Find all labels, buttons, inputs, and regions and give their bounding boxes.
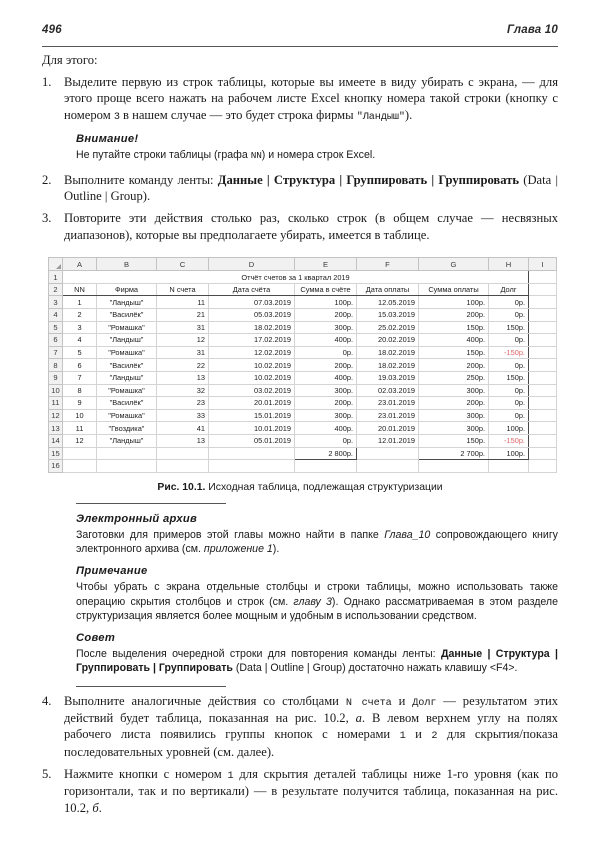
figure-10-1 bbox=[42, 257, 558, 493]
step-item-number: 4. bbox=[42, 693, 52, 708]
sheet-cell-I15[interactable] bbox=[529, 447, 557, 460]
callout-archive bbox=[42, 513, 558, 557]
page-number: 496 bbox=[42, 24, 62, 36]
row-header-10[interactable]: 10 bbox=[49, 384, 63, 397]
step-item-number: 3. bbox=[42, 211, 52, 226]
step-1-run-3: б bbox=[92, 800, 99, 815]
step-0-run-1: N счета bbox=[345, 697, 392, 709]
row-header-6[interactable]: 6 bbox=[49, 334, 63, 347]
column-header-C[interactable]: C bbox=[157, 258, 209, 271]
sheet-cell-I[interactable] bbox=[529, 321, 557, 334]
sheet-cell-empty[interactable] bbox=[97, 460, 157, 473]
sheet-cell-empty[interactable] bbox=[419, 460, 489, 473]
step-item bbox=[42, 210, 558, 243]
sheet-cell-paydate[interactable]: 18.02.2019 bbox=[357, 359, 419, 372]
sheet-cell-date[interactable]: 03.02.2019 bbox=[209, 384, 295, 397]
callout-warning bbox=[42, 133, 558, 163]
row-header-14[interactable]: 14 bbox=[49, 434, 63, 447]
row-header-13[interactable]: 13 bbox=[49, 422, 63, 435]
sheet-cell-C15[interactable] bbox=[157, 447, 209, 460]
sheet-cell-I[interactable] bbox=[529, 422, 557, 435]
sheet-cell-nn[interactable]: 10 bbox=[63, 409, 97, 422]
page-running-head bbox=[42, 24, 558, 47]
sheet-header-8[interactable]: Долг bbox=[489, 283, 529, 296]
sheet-cell-debt[interactable]: -150р. bbox=[489, 434, 529, 447]
sheet-row bbox=[49, 308, 557, 321]
figure-caption-text: Исходная таблица, подлежащая структуризации bbox=[205, 481, 443, 493]
sheet-cell-debt[interactable]: 0р. bbox=[489, 397, 529, 410]
sheet-cell-I[interactable] bbox=[529, 384, 557, 397]
column-header-F[interactable]: F bbox=[357, 258, 419, 271]
sheet-cell-firm[interactable]: "Ландыш" bbox=[97, 434, 157, 447]
sheet-cell-firm[interactable]: "Ландыш" bbox=[97, 371, 157, 384]
step-item-text bbox=[64, 75, 558, 122]
sheet-cell-date[interactable]: 12.02.2019 bbox=[209, 346, 295, 359]
step-0-run-0: Выделите первую из строк таблицы, которые вы имеете в виду убирать с экрана, — для этого проще всего нажать на рабочем листе Excel кнопку номера такой строки (кнопку с номером bbox=[64, 75, 558, 122]
callout-divider-bottom bbox=[76, 686, 226, 687]
sheet-cell-paydate[interactable]: 18.02.2019 bbox=[357, 346, 419, 359]
sheet-row bbox=[49, 283, 557, 296]
sheet-cell-empty[interactable] bbox=[295, 460, 357, 473]
sheet-row bbox=[49, 321, 557, 334]
step-item-text bbox=[64, 211, 558, 241]
sheet-row bbox=[49, 334, 557, 347]
sheet-row bbox=[49, 409, 557, 422]
sheet-cell-paydate[interactable]: 20.02.2019 bbox=[357, 334, 419, 347]
sheet-cell-empty[interactable] bbox=[209, 460, 295, 473]
step-item bbox=[42, 74, 558, 124]
sheet-cell-date[interactable]: 07.03.2019 bbox=[209, 296, 295, 309]
sheet-cell-firm[interactable]: "Василёк" bbox=[97, 359, 157, 372]
row-header-11[interactable]: 11 bbox=[49, 397, 63, 410]
sheet-cell-date[interactable]: 18.02.2019 bbox=[209, 321, 295, 334]
archive-run-1: Глава_10 bbox=[384, 528, 431, 541]
sheet-cell-acct[interactable]: 12 bbox=[157, 334, 209, 347]
column-header-H[interactable]: H bbox=[489, 258, 529, 271]
row-header-1[interactable]: 1 bbox=[49, 271, 63, 284]
sheet-cell-I[interactable] bbox=[529, 409, 557, 422]
sheet-cell-debt[interactable]: 0р. bbox=[489, 296, 529, 309]
sheet-cell-A15[interactable] bbox=[63, 447, 97, 460]
sheet-cell-acct[interactable]: 33 bbox=[157, 409, 209, 422]
sheet-row bbox=[49, 460, 557, 473]
sheet-cell-I[interactable] bbox=[529, 397, 557, 410]
row-header-9[interactable]: 9 bbox=[49, 371, 63, 384]
sheet-cell-date[interactable]: 20.01.2019 bbox=[209, 397, 295, 410]
sheet-cell-paydate[interactable]: 19.03.2019 bbox=[357, 371, 419, 384]
sheet-cell-empty[interactable] bbox=[63, 460, 97, 473]
sheet-total-paysum[interactable]: 2 700р. bbox=[419, 447, 489, 460]
sheet-cell-paysum[interactable]: 400р. bbox=[419, 334, 489, 347]
step-item-text bbox=[64, 173, 558, 203]
sheet-cell-sum[interactable]: 200р. bbox=[295, 397, 357, 410]
sheet-cell-debt[interactable]: 150р. bbox=[489, 371, 529, 384]
sheet-cell-nn[interactable]: 1 bbox=[63, 296, 97, 309]
sheet-cell-nn[interactable]: 6 bbox=[63, 359, 97, 372]
sheet-cell-nn[interactable]: 5 bbox=[63, 346, 97, 359]
callout-tip bbox=[42, 632, 558, 676]
step-0-run-4: ). bbox=[404, 107, 413, 122]
sheet-header-1[interactable]: NN bbox=[63, 283, 97, 296]
step-0-run-0: Выполните команду ленты: bbox=[64, 172, 218, 187]
sheet-cell-sum[interactable]: 200р. bbox=[295, 308, 357, 321]
step-item-number: 1. bbox=[42, 75, 52, 90]
sheet-cell-nn[interactable]: 9 bbox=[63, 397, 97, 410]
sheet-cell-acct[interactable]: 11 bbox=[157, 296, 209, 309]
archive-run-0: Заготовки для примеров этой главы можно найти в папке bbox=[76, 528, 385, 541]
column-header-D[interactable]: D bbox=[209, 258, 295, 271]
column-header-A[interactable]: A bbox=[63, 258, 97, 271]
step-0-run-7: 1 bbox=[399, 731, 406, 743]
callout-tip-title: Совет bbox=[76, 632, 116, 645]
sheet-cell-paydate[interactable]: 23.01.2019 bbox=[357, 397, 419, 410]
step-1-run-4: . bbox=[98, 800, 102, 815]
sheet-header-6[interactable]: Дата оплаты bbox=[357, 283, 419, 296]
sheet-cell-paydate[interactable]: 20.01.2019 bbox=[357, 422, 419, 435]
callout-warning-title: Внимание! bbox=[76, 133, 139, 146]
sheet-cell-debt[interactable]: -150р. bbox=[489, 346, 529, 359]
row-header-15[interactable]: 15 bbox=[49, 447, 63, 460]
step-item-number: 2. bbox=[42, 172, 52, 187]
sheet-cell-empty[interactable] bbox=[357, 460, 419, 473]
sheet-cell-debt[interactable]: 0р. bbox=[489, 359, 529, 372]
sheet-cell-firm[interactable]: "Ромашка" bbox=[97, 384, 157, 397]
sheet-cell-paysum[interactable]: 100р. bbox=[419, 296, 489, 309]
sheet-cell-sum[interactable]: 300р. bbox=[295, 409, 357, 422]
sheet-cell-firm[interactable]: "Гвоздика" bbox=[97, 422, 157, 435]
figure-number: Рис. 10.1. bbox=[157, 481, 206, 493]
sheet-row bbox=[49, 422, 557, 435]
excel-spreadsheet bbox=[48, 257, 557, 473]
sheet-cell-debt[interactable]: 0р. bbox=[489, 334, 529, 347]
sheet-cell-nn[interactable]: 4 bbox=[63, 334, 97, 347]
sheet-cell-acct[interactable]: 41 bbox=[157, 422, 209, 435]
callout-tip-body bbox=[76, 647, 558, 676]
column-header-I[interactable]: I bbox=[529, 258, 557, 271]
sheet-cell-acct[interactable]: 13 bbox=[157, 371, 209, 384]
row-header-5[interactable]: 5 bbox=[49, 321, 63, 334]
step-0-run-3: "Ландыш" bbox=[356, 111, 405, 123]
sheet-row bbox=[49, 296, 557, 309]
step-0-run-0: Выполните аналогичные действия со столбцами bbox=[64, 693, 346, 708]
sheet-cell-paysum[interactable]: 150р. bbox=[419, 346, 489, 359]
step-1-run-2: для скрытия деталей таблицы ниже 1-го уровня (как по горизонтали, так и по вертикали) — в результате получится таблица, показанная на рис. 10.2, bbox=[64, 767, 558, 815]
instruction-list-bottom bbox=[42, 693, 558, 816]
sheet-cell-B15[interactable] bbox=[97, 447, 157, 460]
sheet-header-3[interactable]: N счета bbox=[157, 283, 209, 296]
column-header-E[interactable]: E bbox=[295, 258, 357, 271]
sheet-cell-sum[interactable]: 400р. bbox=[295, 422, 357, 435]
sheet-cell-acct[interactable]: 22 bbox=[157, 359, 209, 372]
step-item-number: 5. bbox=[42, 767, 52, 781]
sheet-cell-sum[interactable]: 0р. bbox=[295, 434, 357, 447]
sheet-cell-date[interactable]: 10.02.2019 bbox=[209, 359, 295, 372]
sheet-cell-I2[interactable] bbox=[529, 283, 557, 296]
sheet-cell-I1[interactable] bbox=[529, 271, 557, 284]
sheet-cell-firm[interactable]: "Василёк" bbox=[97, 397, 157, 410]
page-content bbox=[42, 52, 558, 822]
step-0-run-4: — результатом этих действий будет таблица, показанная на рис. 10.2, bbox=[64, 693, 558, 726]
sheet-cell-date[interactable]: 10.01.2019 bbox=[209, 422, 295, 435]
sheet-header-5[interactable]: Сумма в счёте bbox=[295, 283, 357, 296]
warning-run-2: ) и номера строк Excel. bbox=[261, 149, 376, 162]
sheet-cell-paysum[interactable]: 150р. bbox=[419, 321, 489, 334]
step-0-run-1: 3 bbox=[113, 111, 120, 123]
step-1-run-0: Повторите эти действия столько раз, сколько строк (в общем случае — несвязных диапазонов), которые вы предполагаете убирать, имеется в таблице. bbox=[64, 211, 558, 242]
sheet-cell-paydate[interactable]: 12.01.2019 bbox=[357, 434, 419, 447]
sheet-row bbox=[49, 434, 557, 447]
sheet-row bbox=[49, 447, 557, 460]
sheet-header-4[interactable]: Дата счёта bbox=[209, 283, 295, 296]
figure-caption bbox=[42, 482, 558, 493]
column-header-row bbox=[49, 258, 557, 271]
sheet-cell-firm[interactable]: "Ромашка" bbox=[97, 321, 157, 334]
sheet-cell-sum[interactable]: 0р. bbox=[295, 346, 357, 359]
callout-note bbox=[42, 565, 558, 623]
sheet-cell-acct[interactable]: 13 bbox=[157, 434, 209, 447]
note-run-1: главу 3 bbox=[293, 595, 332, 608]
sheet-cell-sum[interactable]: 400р. bbox=[295, 371, 357, 384]
sheet-cell-sum[interactable]: 300р. bbox=[295, 321, 357, 334]
instruction-list-top bbox=[42, 74, 558, 124]
sheet-total-sum[interactable]: 2 800р. bbox=[295, 447, 357, 460]
sheet-cell-firm[interactable]: "Ромашка" bbox=[97, 346, 157, 359]
sheet-cell-firm[interactable]: "Ландыш" bbox=[97, 296, 157, 309]
sheet-cell-paysum[interactable]: 200р. bbox=[419, 359, 489, 372]
tip-run-2: (Data | Outline | Group) достаточно нажать клавишу <F4>. bbox=[232, 662, 518, 675]
sheet-row bbox=[49, 271, 557, 284]
sheet-row bbox=[49, 359, 557, 372]
sheet-cell-I[interactable] bbox=[529, 334, 557, 347]
note-run-2: ). Однако рассматриваемая в этом разделе структуризация является более мощным и удобным в использовании средством. bbox=[76, 595, 558, 622]
sheet-cell-paysum[interactable]: 150р. bbox=[419, 434, 489, 447]
sheet-cell-sum[interactable]: 100р. bbox=[295, 296, 357, 309]
sheet-cell-I[interactable] bbox=[529, 296, 557, 309]
step-0-run-1: Данные | Структура | Группировать | Группировать bbox=[217, 172, 520, 187]
sheet-cell-paydate[interactable]: 02.03.2019 bbox=[357, 384, 419, 397]
sheet-cell-debt[interactable]: 100р. bbox=[489, 422, 529, 435]
sheet-cell-acct[interactable]: 23 bbox=[157, 397, 209, 410]
sheet-cell-date[interactable]: 05.03.2019 bbox=[209, 308, 295, 321]
chapter-title: Глава 10 bbox=[507, 24, 558, 36]
sheet-cell-empty[interactable] bbox=[529, 460, 557, 473]
sheet-cell-date[interactable]: 05.01.2019 bbox=[209, 434, 295, 447]
step-0-run-2: (Data | Outline | Group). bbox=[64, 172, 558, 204]
step-item bbox=[42, 766, 558, 816]
row-header-8[interactable]: 8 bbox=[49, 359, 63, 372]
column-header-G[interactable]: G bbox=[419, 258, 489, 271]
sheet-header-2[interactable]: Фирма bbox=[97, 283, 157, 296]
warning-run-1: NN bbox=[250, 150, 262, 162]
lead-text: Для этого: bbox=[42, 53, 98, 67]
sheet-row bbox=[49, 397, 557, 410]
sheet-cell-firm[interactable]: "Ромашка" bbox=[97, 409, 157, 422]
step-0-run-6: . В левом верхнем углу на полях рабочего листа появились группы кнопок с номерами bbox=[64, 711, 558, 742]
row-header-7[interactable]: 7 bbox=[49, 346, 63, 359]
sheet-cell-firm[interactable]: "Василёк" bbox=[97, 308, 157, 321]
step-item bbox=[42, 172, 558, 205]
sheet-cell-acct[interactable]: 21 bbox=[157, 308, 209, 321]
sheet-cell-debt[interactable]: 0р. bbox=[489, 308, 529, 321]
sheet-cell-paydate[interactable]: 15.03.2019 bbox=[357, 308, 419, 321]
sheet-cell-firm[interactable]: "Ландыш" bbox=[97, 334, 157, 347]
row-header-4[interactable]: 4 bbox=[49, 308, 63, 321]
sheet-cell-nn[interactable]: 2 bbox=[63, 308, 97, 321]
warning-run-0: Не путайте строки таблицы (графа bbox=[76, 149, 251, 162]
callout-divider-top bbox=[76, 503, 226, 504]
sheet-cell-I[interactable] bbox=[529, 359, 557, 372]
sheet-cell-I[interactable] bbox=[529, 346, 557, 359]
sheet-cell-acct[interactable]: 31 bbox=[157, 346, 209, 359]
sheet-cell-nn[interactable]: 12 bbox=[63, 434, 97, 447]
note-run-0: Чтобы убрать с экрана отдельные столбцы и строки таблицы, можно использовать также операцию скрытия столбцов и строк (см. bbox=[76, 581, 558, 608]
sheet-cell-paysum[interactable]: 300р. bbox=[419, 409, 489, 422]
sheet-cell-paydate[interactable]: 25.02.2019 bbox=[357, 321, 419, 334]
step-1-run-1: 1 bbox=[227, 771, 234, 782]
tip-run-0: После выделения очередной строки для повторения команды ленты: bbox=[76, 648, 441, 661]
tip-run-1: Данные | Структура | Группировать | Группировать bbox=[76, 648, 558, 675]
sheet-title-cell[interactable]: Отчёт счетов за 1 квартал 2019 bbox=[63, 271, 529, 284]
sheet-cell-nn[interactable]: 11 bbox=[63, 422, 97, 435]
sheet-cell-sum[interactable]: 200р. bbox=[295, 359, 357, 372]
sheet-cell-paysum[interactable]: 250р. bbox=[419, 371, 489, 384]
sheet-header-7[interactable]: Сумма оплаты bbox=[419, 283, 489, 296]
column-header-B[interactable]: B bbox=[97, 258, 157, 271]
callout-archive-body bbox=[76, 528, 558, 557]
row-header-12[interactable]: 12 bbox=[49, 409, 63, 422]
step-item-text bbox=[64, 767, 558, 815]
sheet-cell-I[interactable] bbox=[529, 308, 557, 321]
step-0-run-8: и bbox=[405, 727, 432, 742]
sheet-cell-F15[interactable] bbox=[357, 447, 419, 460]
sheet-cell-nn[interactable]: 7 bbox=[63, 371, 97, 384]
select-all-corner[interactable] bbox=[49, 258, 63, 271]
sheet-cell-date[interactable]: 15.01.2019 bbox=[209, 409, 295, 422]
step-0-run-2: в нашем случае — это будет строка фирмы bbox=[119, 107, 357, 122]
sheet-cell-debt[interactable]: 0р. bbox=[489, 409, 529, 422]
archive-run-4: ). bbox=[272, 543, 280, 555]
sheet-cell-paysum[interactable]: 300р. bbox=[419, 384, 489, 397]
sheet-cell-paysum[interactable]: 200р. bbox=[419, 308, 489, 321]
sheet-cell-date[interactable]: 10.02.2019 bbox=[209, 371, 295, 384]
step-item-text bbox=[64, 694, 558, 759]
row-header-2[interactable]: 2 bbox=[49, 283, 63, 296]
row-header-16[interactable]: 16 bbox=[49, 460, 63, 473]
sheet-cell-acct[interactable]: 32 bbox=[157, 384, 209, 397]
sheet-cell-I[interactable] bbox=[529, 371, 557, 384]
sheet-cell-D15[interactable] bbox=[209, 447, 295, 460]
sheet-cell-empty[interactable] bbox=[157, 460, 209, 473]
sheet-cell-nn[interactable]: 3 bbox=[63, 321, 97, 334]
sheet-cell-debt[interactable]: 0р. bbox=[489, 384, 529, 397]
sheet-cell-paydate[interactable]: 23.01.2019 bbox=[357, 409, 419, 422]
sheet-row bbox=[49, 384, 557, 397]
sheet-cell-paysum[interactable]: 300р. bbox=[419, 422, 489, 435]
step-0-run-2: и bbox=[391, 693, 413, 708]
sheet-cell-I[interactable] bbox=[529, 434, 557, 447]
sheet-cell-empty[interactable] bbox=[489, 460, 529, 473]
step-0-run-3: Долг bbox=[412, 697, 437, 709]
sheet-cell-date[interactable]: 17.02.2019 bbox=[209, 334, 295, 347]
sheet-cell-acct[interactable]: 31 bbox=[157, 321, 209, 334]
sheet-row bbox=[49, 346, 557, 359]
step-1-run-0: Нажмите кнопки с номером bbox=[64, 767, 228, 781]
step-item bbox=[42, 693, 558, 760]
archive-run-2: сопровождающего книгу электронного архива (см. bbox=[76, 528, 558, 555]
sheet-cell-sum[interactable]: 300р. bbox=[295, 384, 357, 397]
step-0-run-10: для скрытия/показа последовательных уровней (см. далее). bbox=[64, 727, 558, 759]
row-header-3[interactable]: 3 bbox=[49, 296, 63, 309]
step-0-run-5: а bbox=[355, 711, 362, 726]
instruction-list-mid bbox=[42, 172, 558, 243]
sheet-total-debt[interactable]: 100р. bbox=[489, 447, 529, 460]
sheet-cell-debt[interactable]: 150р. bbox=[489, 321, 529, 334]
callout-note-title: Примечание bbox=[76, 565, 148, 578]
sheet-row bbox=[49, 371, 557, 384]
sheet-cell-sum[interactable]: 400р. bbox=[295, 334, 357, 347]
archive-run-3: приложение 1 bbox=[203, 543, 273, 555]
callout-note-body bbox=[76, 580, 558, 623]
sheet-cell-nn[interactable]: 8 bbox=[63, 384, 97, 397]
sheet-cell-paydate[interactable]: 12.05.2019 bbox=[357, 296, 419, 309]
callout-archive-title: Электронный архив bbox=[76, 512, 198, 525]
callout-warning-body bbox=[76, 148, 558, 163]
sheet-cell-paysum[interactable]: 200р. bbox=[419, 397, 489, 410]
step-0-run-9: 2 bbox=[431, 731, 438, 743]
